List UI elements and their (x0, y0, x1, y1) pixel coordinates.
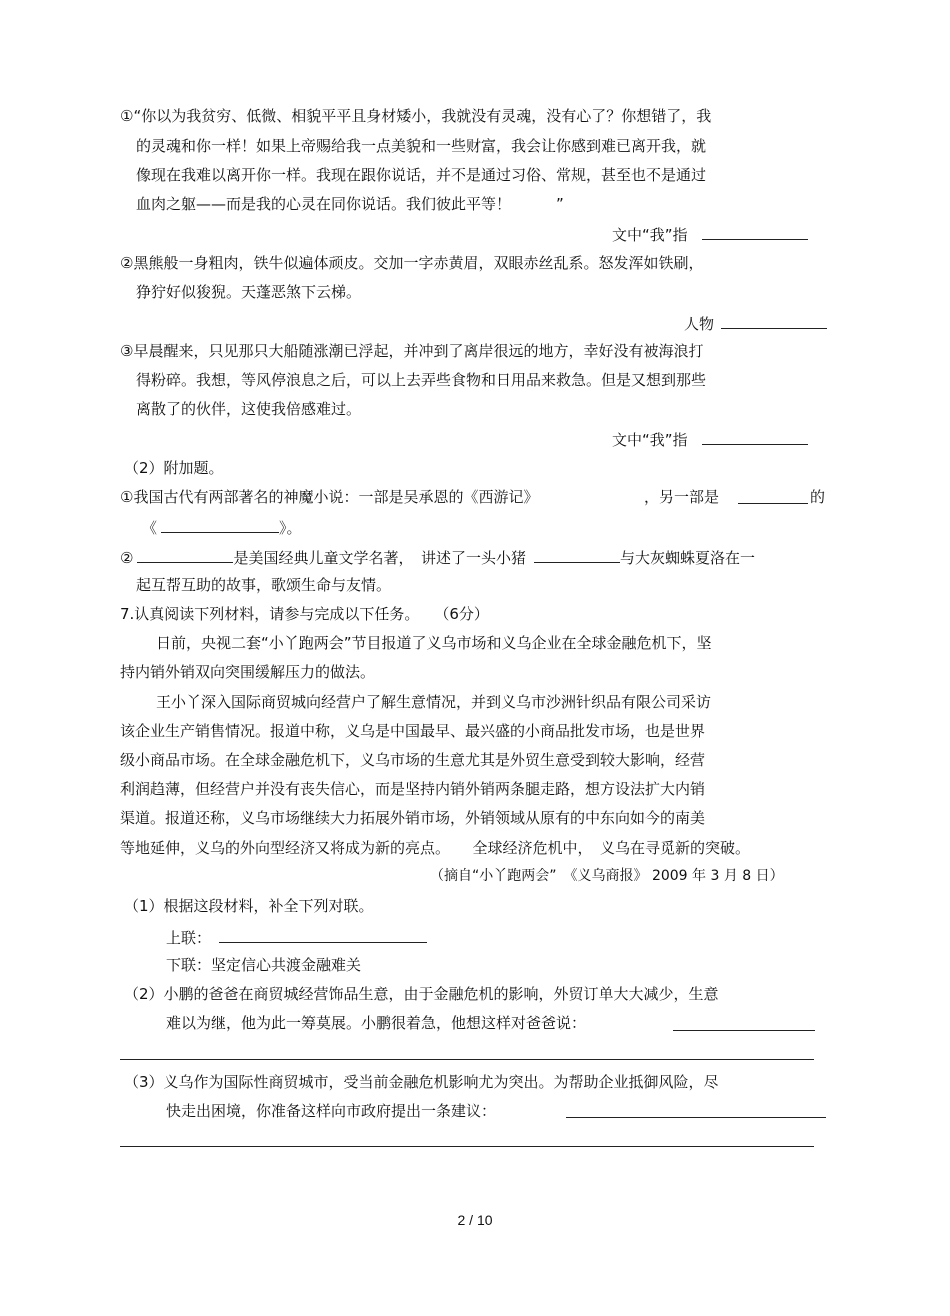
material-para-2-line-4: 利润趋薄，但经营户并没有丧失信心，而是坚持内销外销两条腿走路，想方设法扩大内销 (120, 780, 706, 798)
extra-2-part-c: 与大灰蜘蛛夏洛在一 (619, 549, 755, 567)
couplet-upper (166, 926, 427, 948)
extra-question-1-part-a: ①我国古代有两部著名的神魔小说：一部是吴承恩的《西游记》 (120, 488, 539, 506)
material-para-2-line-6: 等地延伸，义乌的外向型经济又将成为新的亮点。 全球经济危机中， 义乌在寻觅新的突破。 (120, 839, 751, 857)
passage-3-answer (612, 428, 808, 450)
material-para-1-line-2: 持内销外销双向突围缓解压力的做法。 (120, 663, 376, 681)
answer-blank[interactable] (702, 428, 808, 445)
passage-2-line-1: ②黑熊般一身粗肉，铁牛似遍体顽皮。交加一字赤黄眉，双眼赤丝乱系。怒发浑如铁刷， (120, 254, 704, 272)
passage-3-line-2: 得粉碎。我想，等风停浪息之后，可以上去弄些食物和日用品来救急。但是又想到那些 (136, 371, 707, 389)
sub-question-3-answer-blank[interactable] (566, 1101, 826, 1118)
material-para-2-line-3: 级小商品市场。在全球金融危机下，义乌市场的生意尤其是外贸生意受到较大影响，经营 (120, 751, 706, 769)
material-para-1-line-1: 日前，央视二套“小丫跑两会”节目报道了义乌市场和义乌企业在全球金融危机下，坚 (156, 634, 712, 652)
extra-2-part-a: ② (120, 549, 134, 567)
passage-1-answer (612, 223, 808, 245)
upper-couplet-blank[interactable] (219, 926, 427, 943)
passage-1-line-3: 像现在我难以离开你一样。我现在跟你说话，并不是通过习俗、常规，甚至也不是通过 (136, 166, 707, 184)
extra-question-2-line-1 (120, 546, 755, 568)
sub-question-3-line-1: （3）义乌作为国际性商贸城市，受当前金融危机影响尤为突出。为帮助企业抵御风险，尽 (124, 1073, 719, 1091)
extra-2-part-b: 是美国经典儿童文学名著， 讲述了一头小猪 (233, 549, 526, 567)
extra-question-1-part-b: ，另一部是 (644, 488, 720, 506)
sub-question-2-line-1: （2）小鹏的爸爸在商贸城经营饰品生意，由于金融危机的影响，外贸订单大大减少，生意 (124, 985, 719, 1003)
extra-question-title: （2）附加题。 (124, 459, 224, 477)
answer-label: 文中“我”指 (612, 431, 688, 449)
passage-3-line-3: 离散了的伙伴，这使我倍感难过。 (136, 400, 362, 418)
material-para-2-line-1: 王小丫深入国际商贸城向经营户了解生意情况，并到义乌市沙洲针织品有限公司采访 (156, 693, 712, 711)
sub-question-2-line-2: 难以为继，他为此一筹莫展。小鹏很着急，他想这样对爸爸说： (166, 1014, 587, 1032)
material-para-2-line-2: 该企业生产销售情况。报道中称，义乌是中国最早、最兴盛的小商品批发市场，也是世界 (120, 722, 706, 740)
book-name-blank[interactable] (137, 546, 233, 563)
couplet-lower: 下联：坚定信心共渡金融难关 (166, 956, 362, 974)
upper-label: 上联： (166, 929, 212, 947)
answer-blank[interactable] (702, 223, 808, 240)
passage-2-answer (684, 312, 827, 334)
book-title-blank[interactable] (161, 516, 279, 533)
answer-label: 人物 (684, 315, 715, 333)
pig-name-blank[interactable] (534, 546, 620, 563)
answer-label: 文中“我”指 (612, 226, 688, 244)
passage-1-line-1: ①“你以为我贫穷、低微、相貌平平且身材矮小，我就没有灵魂，没有心了？你想错了，我 (120, 107, 712, 125)
extra-question-1-blank-author[interactable] (738, 487, 808, 504)
material-source: （摘自“小丫跑两会” 《义乌商报》 2009 年 3 月 8 日） (430, 868, 784, 884)
question-7-title: 7.认真阅读下列材料，请参与完成以下任务。 （6分） (120, 605, 489, 623)
sub-question-3-answer-line[interactable] (120, 1146, 814, 1147)
passage-1-line-2: 的灵魂和你一样！如果上帝赐给我一点美貌和一些财富，我会让你感到难已离开我，就 (136, 137, 707, 155)
sub-question-2-answer-line[interactable] (120, 1059, 814, 1060)
extra-question-2-line-2: 起互帮互助的故事，歌颂生命与友情。 (136, 576, 392, 594)
answer-blank[interactable] (721, 312, 827, 329)
sub-question-3-line-2: 快走出困境，你准备这样向市政府提出一条建议： (166, 1102, 497, 1120)
open-bracket: 《 (142, 519, 158, 537)
material-para-2-line-5: 渠道。报道还称，义乌市场继续大力拓展外销市场，外销领域从原有的中东向如今的南美 (120, 809, 706, 827)
passage-2-line-2: 狰狞好似狻猊。天蓬恶煞下云梯。 (136, 283, 362, 301)
close-bracket: 》。 (279, 519, 302, 537)
passage-1-line-4: 血肉之躯——而是我的心灵在同你说话。我们彼此平等！ ” (136, 195, 564, 213)
sub-question-2-answer-blank[interactable] (673, 1014, 815, 1031)
extra-question-1-book (142, 516, 302, 538)
sub-question-1-title: （1）根据这段材料，补全下列对联。 (124, 897, 374, 915)
passage-3-line-1: ③早晨醒来，只见那只大船随涨潮已浮起，并冲到了离岸很远的地方，幸好没有被海浪打 (120, 342, 704, 360)
extra-question-1-part-c: 的 (810, 488, 826, 506)
page-number: 2 / 10 (457, 1212, 493, 1228)
